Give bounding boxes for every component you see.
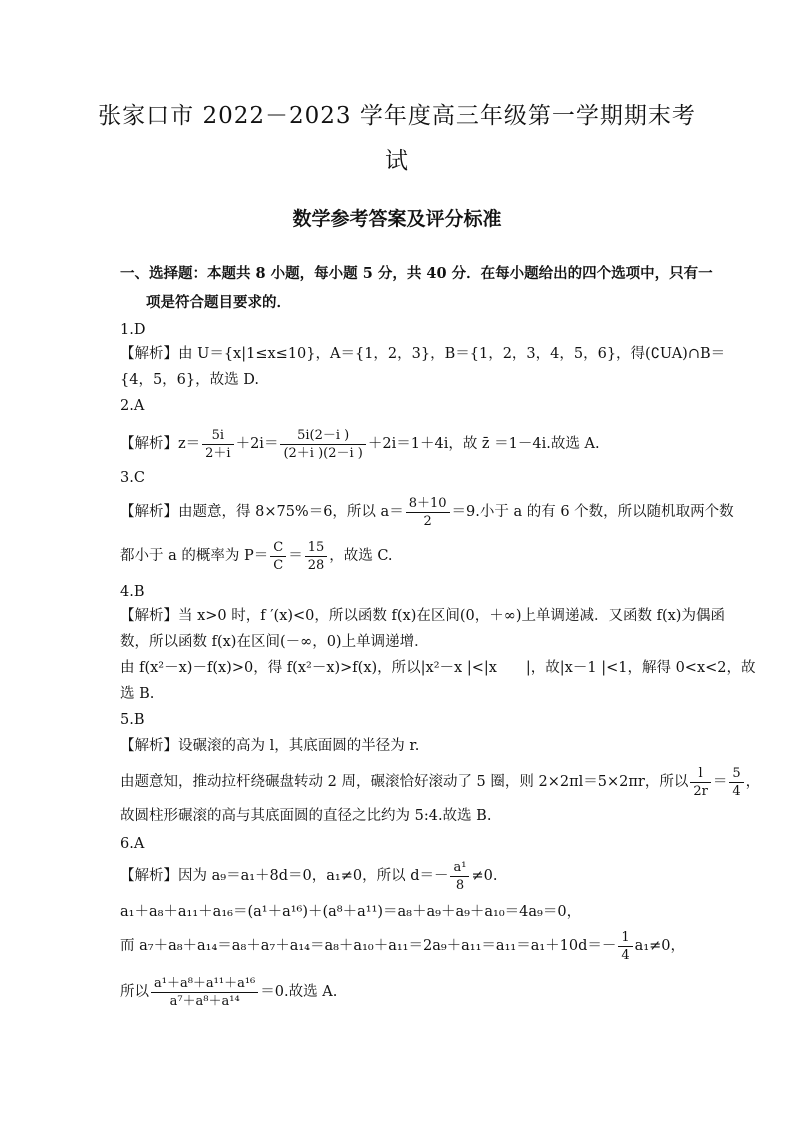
answer-2-line1 [120, 424, 600, 464]
fraction-denominator: 4 [621, 947, 630, 963]
fraction-numerator: l [690, 765, 711, 783]
document-subtitle: 数学参考答案及评分标准 [292, 208, 502, 230]
fraction-numerator: 8＋10 [406, 495, 450, 513]
answer-6-line4 [120, 972, 337, 1012]
text-segment: ＝9.小于 a 的有 6 个数，所以随机取两个数 [451, 504, 734, 520]
text-segment: 都小于 a 的概率为 P＝ [120, 548, 269, 564]
answer-label-2: 2.A [120, 398, 145, 414]
fraction-numerator: C [270, 539, 286, 557]
answer-4-line1: 【解析】当 x>0 时，f ′(x)<0，所以函数 f(x)在区间(0，＋∞)上单调递减．又函数 f(x)为偶函 [120, 608, 725, 624]
text-segment: ＋2i＝1＋4i，故 z̄ ＝1－4i.故选 A. [367, 436, 600, 452]
answer-6-line2: a₁＋a₈＋a₁₁＋a₁₆＝(a¹＋a¹⁶)＋(a⁸＋a¹¹)＝a₈＋a₉＋a₉＋a₁₀＝4a₉＝0， [120, 904, 582, 920]
fraction [618, 929, 632, 964]
answer-5-line2 [120, 762, 760, 802]
answer-1-line2: {4，5，6}，故选 D. [120, 372, 259, 388]
fraction [690, 765, 711, 800]
fraction [202, 427, 233, 462]
fraction-numerator: 5 [729, 765, 743, 783]
answer-1-line1: 【解析】由 U＝{x|1≤x≤10}，A＝{1，2，3}，B＝{1，2，3，4，5，6}，得(∁UA)∩B＝ [120, 346, 726, 362]
fraction-numerator: 5i [202, 427, 233, 445]
fraction-denominator: 28 [307, 557, 325, 573]
answer-3-line1 [120, 492, 734, 532]
answer-5-line3: 故圆柱形碾滚的高与其底面圆的直径之比约为 5:4.故选 B. [120, 808, 492, 824]
text-segment: ＝ [288, 548, 303, 564]
section-heading-line1: 一、选择题：本题共 8 小题，每小题 5 分，共 40 分．在每小题给出的四个选项中，只有一 [120, 265, 713, 282]
fraction-denominator: (2＋i )(2－i ) [283, 445, 363, 461]
text-segment: 而 a₇＋a₈＋a₁₄＝a₈＋a₇＋a₁₄＝a₈＋a₁₀＋a₁₁＝2a₉＋a₁₁＝a₁₁＝a₁＋10d＝－ [120, 938, 617, 954]
text-segment: ＝ [712, 774, 728, 790]
fraction-denominator: 4 [732, 783, 741, 799]
answer-6-line1 [120, 856, 497, 896]
fraction-numerator: a¹＋a⁸＋a¹¹＋a¹⁶ [151, 975, 258, 993]
answer-4-line2: 数，所以函数 f(x)在区间(－∞，0)上单调递增． [120, 634, 429, 650]
fraction [305, 539, 328, 574]
fraction-numerator: a¹ [450, 859, 469, 877]
fraction-numerator: 5i(2－i ) [280, 427, 365, 445]
answer-4-line3: 由 f(x²－x)－f(x)>0，得 f(x²－x)>f(x)，所以|x²－x |<|x |，故|x－1 |<1，解得 0<x<2，故 [120, 660, 756, 676]
text-segment: ≠0. [471, 868, 498, 884]
text-segment: 所以 [120, 984, 149, 1000]
answer-3-line2 [120, 536, 393, 576]
text-segment: ＋2i＝ [235, 436, 279, 452]
answer-label-4: 4.B [120, 584, 145, 600]
fraction-denominator: 2r [693, 783, 708, 799]
fraction-denominator: C [273, 557, 284, 573]
answer-6-line3 [120, 926, 685, 966]
fraction [450, 859, 469, 894]
answer-label-5: 5.B [120, 712, 145, 728]
fraction [280, 427, 365, 462]
answer-label-3: 3.C [120, 470, 145, 486]
fraction-numerator: 1 [618, 929, 632, 947]
text-segment: 【解析】因为 a₉＝a₁＋8d＝0，a₁≠0，所以 d＝－ [120, 868, 449, 884]
answer-label-6: 6.A [120, 836, 145, 852]
fraction-denominator: a⁷＋a⁸＋a¹⁴ [169, 993, 240, 1009]
text-segment: a₁≠0， [634, 938, 686, 954]
answer-4-line4: 选 B. [120, 686, 155, 702]
fraction-numerator: 15 [305, 539, 328, 557]
text-segment: 由题意知，推动拉杆绕碾盘转动 2 周，碾滚恰好滚动了 5 圈，则 2×2πl＝5×2πr，所以 [120, 774, 689, 790]
fraction-denominator: 2＋i [205, 445, 231, 461]
text-segment: 【解析】由题意，得 8×75%＝6，所以 a＝ [120, 504, 404, 520]
fraction-denominator: 2 [423, 513, 432, 529]
text-segment: 【解析】z＝ [120, 436, 201, 452]
document-title-line1: 张家口市 2022－2023 学年度高三年级第一学期期末考 [98, 103, 696, 129]
document-title-line2: 试 [385, 148, 409, 174]
section-heading-line2: 项是符合题目要求的． [146, 294, 291, 311]
fraction-denominator: 8 [455, 877, 465, 893]
text-segment: ＝0.故选 A. [260, 984, 338, 1000]
fraction [151, 975, 258, 1010]
text-segment: ， [745, 774, 761, 790]
answer-label-1: 1.D [120, 322, 146, 338]
fraction [270, 539, 286, 574]
fraction [729, 765, 743, 800]
text-segment: ，故选 C. [329, 548, 393, 564]
answer-5-line1: 【解析】设碾滚的高为 l，其底面圆的半径为 r. [120, 738, 420, 754]
fraction [406, 495, 450, 530]
